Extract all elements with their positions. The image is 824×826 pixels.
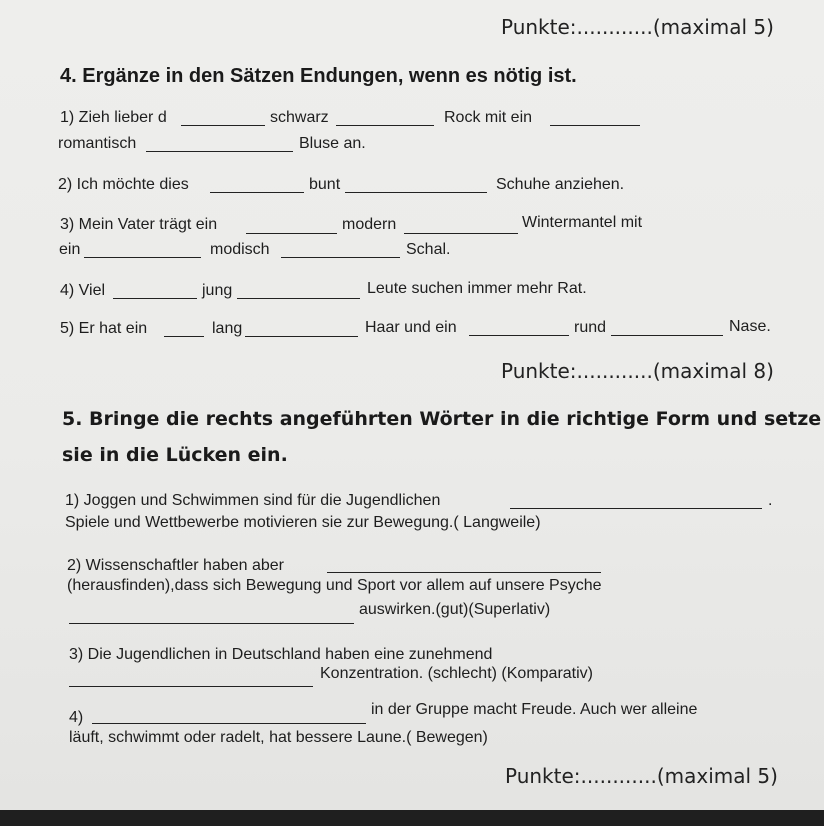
task5-item3-line1: 3) Die Jugendlichen in Deutschland haben eine zunehmend xyxy=(69,646,493,663)
task5-item3-line2: Konzentration. (schlecht) (Komparativ) xyxy=(320,665,593,682)
task5-item4-blank[interactable] xyxy=(92,723,366,724)
task4-s1-blank-3[interactable] xyxy=(550,125,640,126)
task4-s2-part-b: bunt xyxy=(309,176,341,193)
task4-s3-part-e: modisch xyxy=(210,241,270,258)
task4-s5-blank-3[interactable] xyxy=(469,335,569,336)
task5-heading-line1: 5. Bringe die rechts angeführten Wörter in die richtige Form und setze xyxy=(62,408,822,430)
score-line-bottom: Punkte:............(maximal 5) xyxy=(505,764,778,788)
task4-s4-part-c: Leute suchen immer mehr Rat. xyxy=(367,280,587,297)
score-line-top: Punkte:............(maximal 5) xyxy=(501,15,774,39)
task4-s5-blank-2[interactable] xyxy=(245,336,358,337)
task4-s3-part-c: Wintermantel mit xyxy=(522,214,643,231)
task4-s3-part-a: 3) Mein Vater trägt ein xyxy=(60,216,218,233)
task5-item3-blank[interactable] xyxy=(69,686,313,687)
task4-s3-part-d: ein xyxy=(59,241,81,258)
task4-s3-blank-2[interactable] xyxy=(404,233,518,234)
task4-s5-part-a: 5) Er hat ein xyxy=(60,320,148,337)
task5-item2-line2: (herausfinden),dass sich Bewegung und Sport vor allem auf unsere Psyche xyxy=(67,577,602,594)
task5-heading-line2: sie in die Lücken ein. xyxy=(62,444,288,466)
task4-s5-blank-1[interactable] xyxy=(164,336,204,337)
task5-item2-blank-1[interactable] xyxy=(327,572,601,573)
task4-s1-part-b: schwarz xyxy=(270,109,329,126)
task4-s1-blank-4[interactable] xyxy=(146,151,293,152)
task4-s5-part-c: Haar und ein xyxy=(365,319,457,336)
task4-s5-blank-4[interactable] xyxy=(611,335,723,336)
task5-item2-line3: auswirken.(gut)(Superlativ) xyxy=(359,601,551,618)
task4-s3-blank-3[interactable] xyxy=(84,257,201,258)
task4-s2-blank-1[interactable] xyxy=(210,192,304,193)
task4-heading: 4. Ergänze in den Sätzen Endungen, wenn es nötig ist. xyxy=(60,65,577,87)
task4-s4-part-b: jung xyxy=(202,282,233,299)
task5-item2-blank-2[interactable] xyxy=(69,623,354,624)
task4-s1-part-a: 1) Zieh lieber d xyxy=(60,109,167,126)
task5-item1-line1: 1) Joggen und Schwimmen sind für die Jugendlichen xyxy=(65,492,441,509)
task4-s3-blank-4[interactable] xyxy=(281,257,400,258)
task4-s5-part-e: Nase. xyxy=(729,318,771,335)
task4-s3-blank-1[interactable] xyxy=(246,233,337,234)
page-bottom-edge xyxy=(0,810,824,826)
task4-s4-blank-2[interactable] xyxy=(237,298,360,299)
task4-s2-blank-2[interactable] xyxy=(345,192,487,193)
task5-item4-line1: in der Gruppe macht Freude. Auch wer alleine xyxy=(371,701,698,718)
task5-item2-line1: 2) Wissenschaftler haben aber xyxy=(67,557,284,574)
task4-s2-part-a: 2) Ich möchte dies xyxy=(58,176,189,193)
task4-s2-part-c: Schuhe anziehen. xyxy=(496,176,625,193)
task4-s1-part-c: Rock mit ein xyxy=(444,109,533,126)
task5-item4-line2: läuft, schwimmt oder radelt, hat bessere Laune.( Bewegen) xyxy=(69,729,488,746)
task4-s5-part-b: lang xyxy=(212,320,243,337)
task5-item1-dot: . xyxy=(768,492,773,509)
task4-s4-blank-1[interactable] xyxy=(113,298,197,299)
task4-s1-blank-1[interactable] xyxy=(181,125,265,126)
task5-item1-blank[interactable] xyxy=(510,508,762,509)
task4-s1-part-e: Bluse an. xyxy=(299,135,366,152)
task5-item1-line2: Spiele und Wettbewerbe motivieren sie zur Bewegung.( Langweile) xyxy=(65,514,541,531)
score-line-middle: Punkte:............(maximal 8) xyxy=(501,359,774,383)
task4-s1-blank-2[interactable] xyxy=(336,125,434,126)
task4-s3-part-b: modern xyxy=(342,216,397,233)
task4-s4-part-a: 4) Viel xyxy=(60,282,106,299)
task5-item4-number: 4) xyxy=(69,709,84,726)
task4-s3-part-f: Schal. xyxy=(406,241,451,258)
task4-s1-part-d: romantisch xyxy=(58,135,137,152)
task4-s5-part-d: rund xyxy=(574,319,607,336)
